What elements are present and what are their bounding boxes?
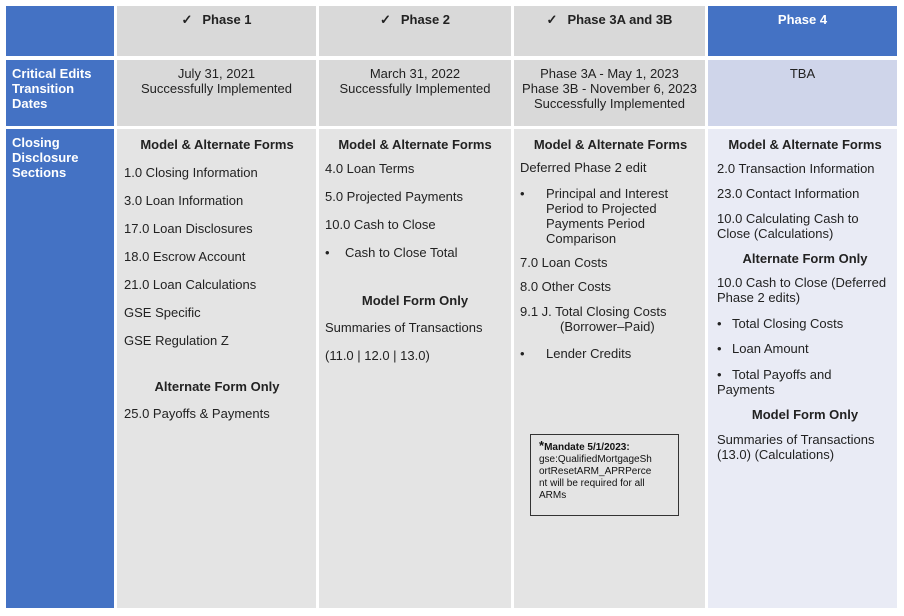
bullet-icon: • <box>325 245 330 260</box>
dates-phase2 <box>319 60 511 126</box>
list-item: 5.0 Projected Payments <box>325 189 464 204</box>
note-line: gse:QualifiedMortgageSh <box>539 454 652 465</box>
list-item: 3.0 Loan Information <box>124 193 244 208</box>
note-line: nt will be required for all <box>539 478 645 489</box>
list-item: GSE Regulation Z <box>124 333 229 348</box>
header-phase1-label: Phase 1 <box>202 12 252 27</box>
list-item: 8.0 Other Costs <box>520 279 612 294</box>
bullet-text: Cash to Close Total <box>345 245 458 260</box>
section-title: Model & Alternate Forms <box>140 137 294 152</box>
date-line: Phase 3A - May 1, 2023 <box>540 66 679 81</box>
list-item: 10.0 Cash to Close <box>325 217 436 232</box>
list-item-line: (Borrower–Paid) <box>560 319 655 334</box>
list-item-line: Phase 2 edits) <box>717 290 801 305</box>
status-line: Successfully Implemented <box>140 81 292 96</box>
asterisk-icon: * <box>539 438 545 453</box>
row-header-closing-disclosure <box>6 129 114 608</box>
bullet-icon: • <box>717 367 722 382</box>
check-icon: ✓ <box>181 12 193 27</box>
bullet-item <box>520 186 701 246</box>
note-line: ortResetARM_APRPerce <box>539 466 652 477</box>
mandate-note <box>530 434 679 516</box>
list-item: 18.0 Escrow Account <box>124 249 246 264</box>
sections-phase2 <box>319 129 511 608</box>
list-item-line: Close (Calculations) <box>717 226 834 241</box>
list-item: 2.0 Transaction Information <box>717 161 875 176</box>
date-line: March 31, 2022 <box>369 66 461 81</box>
bullet-text: Total Closing Costs <box>732 316 844 331</box>
list-item-line: 9.1 J. Total Closing Costs <box>520 304 667 319</box>
header-phase4 <box>708 6 897 56</box>
list-item-line: Summaries of Transactions <box>717 432 875 447</box>
bullet-text: Lender Credits <box>546 346 632 361</box>
header-phase3-label: Phase 3A and 3B <box>567 12 673 27</box>
row-header-line: Closing <box>12 135 60 150</box>
list-item: 21.0 Loan Calculations <box>124 277 257 292</box>
bullet-item <box>717 367 893 382</box>
check-icon: ✓ <box>379 12 391 27</box>
header-phase2 <box>319 6 511 56</box>
list-item: Deferred Phase 2 edit <box>520 160 647 175</box>
bullet-icon: • <box>520 186 525 201</box>
note-line: ARMs <box>539 490 567 501</box>
row-header-line: Dates <box>12 96 48 111</box>
section-subtitle: Model Form Only <box>361 293 469 308</box>
list-item-line: 10.0 Cash to Close (Deferred <box>717 275 887 290</box>
check-icon: ✓ <box>546 12 558 27</box>
header-phase2-label: Phase 2 <box>400 12 451 27</box>
list-item: 17.0 Loan Disclosures <box>124 221 253 236</box>
list-item: Summaries of Transactions <box>325 320 483 335</box>
date-line: TBA <box>789 66 816 81</box>
row-header-line: Sections <box>12 165 67 180</box>
section-subtitle: Alternate Form Only <box>742 251 868 266</box>
list-item-line: Payments <box>717 382 775 397</box>
bullet-item <box>325 245 505 260</box>
row-header-line: Disclosure <box>12 150 79 165</box>
bullet-item <box>717 316 893 331</box>
list-item <box>520 304 701 334</box>
list-item: 7.0 Loan Costs <box>520 255 608 270</box>
row-header-line: Critical Edits <box>12 66 92 81</box>
bullet-icon: • <box>520 346 525 361</box>
bullet-item <box>717 341 893 356</box>
bullet-item <box>520 346 701 361</box>
bullet-icon: • <box>717 341 722 356</box>
row-header-critical-edits <box>6 60 114 126</box>
list-item: 25.0 Payoffs & Payments <box>124 406 270 421</box>
list-item-line: 10.0 Calculating Cash to <box>717 211 859 226</box>
note-title: Mandate 5/1/2023: <box>544 442 630 453</box>
status-line: Successfully Implemented <box>533 96 685 111</box>
bullet-icon: • <box>717 316 722 331</box>
header-phase1 <box>117 6 316 56</box>
bullet-text: Period to Projected <box>546 201 657 216</box>
section-subtitle: Model Form Only <box>751 407 859 422</box>
list-item: 23.0 Contact Information <box>717 186 860 201</box>
list-item <box>717 211 893 241</box>
list-item: 1.0 Closing Information <box>124 165 258 180</box>
bullet-text: Comparison <box>546 231 617 246</box>
bullet-text: Total Payoffs and <box>732 367 832 382</box>
dates-phase4 <box>708 60 897 126</box>
section-title: Model & Alternate Forms <box>728 137 882 152</box>
date-line: July 31, 2021 <box>177 66 256 81</box>
list-item <box>717 432 893 462</box>
section-subtitle: Alternate Form Only <box>154 379 280 394</box>
header-phase4-label: Phase 4 <box>777 12 828 27</box>
list-item <box>717 275 893 305</box>
header-corner <box>6 6 114 56</box>
list-item: (11.0 | 12.0 | 13.0) <box>325 348 430 363</box>
section-title: Model & Alternate Forms <box>533 137 688 152</box>
list-item-line: (13.0) (Calculations) <box>717 447 835 462</box>
header-phase3 <box>514 6 705 56</box>
list-item: GSE Specific <box>124 305 201 320</box>
dates-phase3 <box>514 60 705 126</box>
phase-table <box>6 6 897 608</box>
bullet-text: Payments Period <box>546 216 645 231</box>
sections-phase4 <box>708 129 897 608</box>
status-line: Successfully Implemented <box>339 81 491 96</box>
bullet-text: Loan Amount <box>732 341 809 356</box>
bullet-text: Principal and Interest <box>546 186 669 201</box>
sections-phase3 <box>514 129 705 608</box>
sections-phase1 <box>117 129 316 608</box>
list-item: 4.0 Loan Terms <box>325 161 415 176</box>
dates-phase1 <box>117 60 316 126</box>
date-line: Phase 3B - November 6, 2023 <box>522 81 697 96</box>
row-header-line: Transition <box>12 81 75 96</box>
section-title: Model & Alternate Forms <box>338 137 492 152</box>
